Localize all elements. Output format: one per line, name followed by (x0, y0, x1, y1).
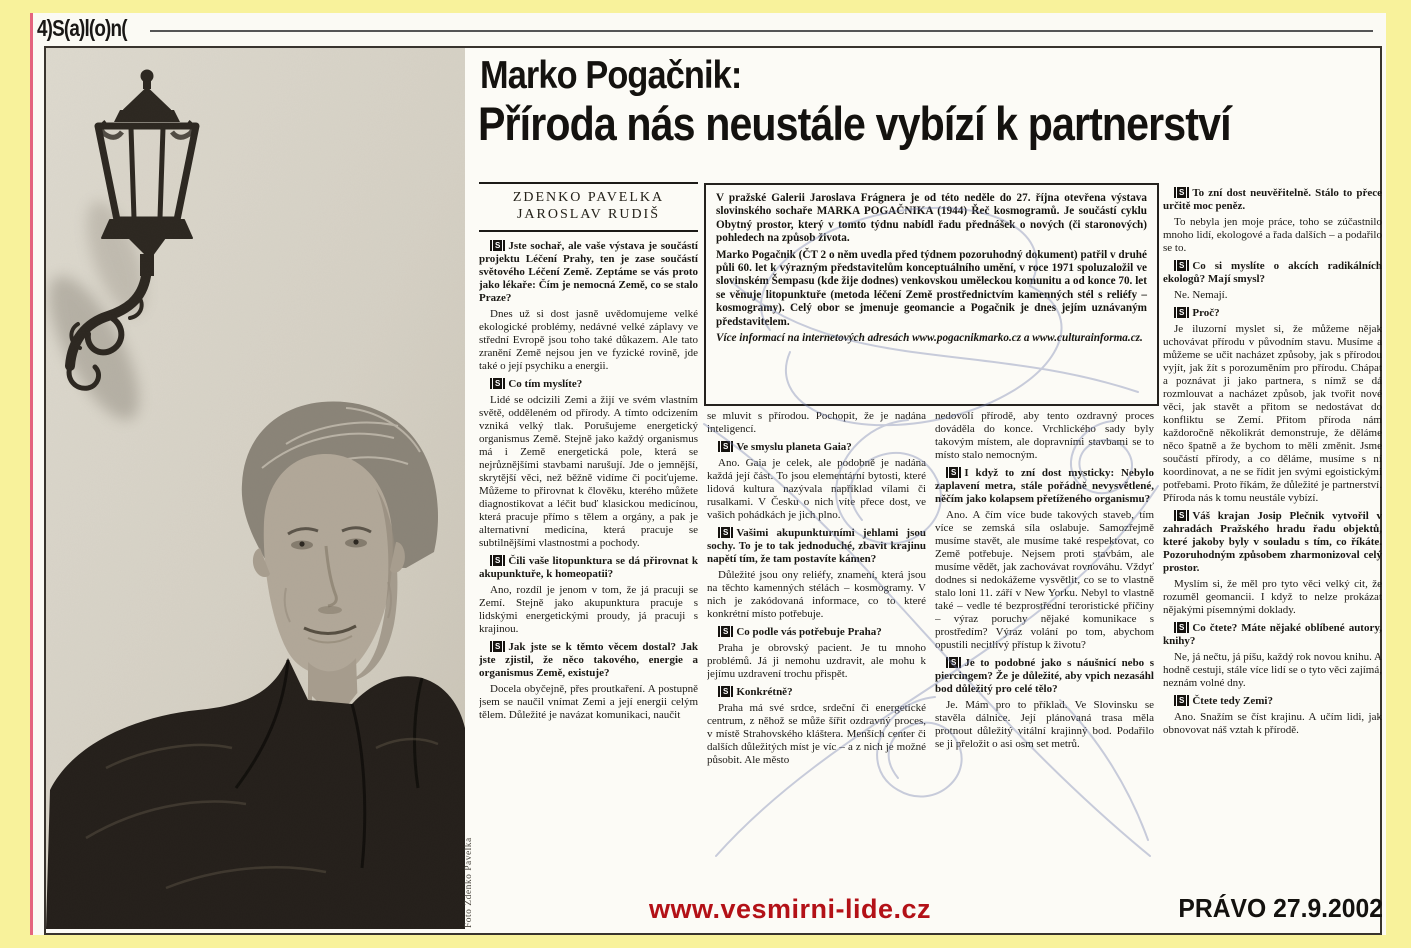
answer-paragraph: Docela obyčejně, přes proutkaření. A postupně jsem se naučil vnímat Zemi a její energii celým tělem. Důležité je navázat komunikaci, naučit (479, 683, 698, 721)
salon-question-icon: S (492, 240, 503, 251)
question-paragraph: S Je to podobné jako s náušnicí nebo s piercingem? Že je důležité, aby vpich nezasáhl bod důležitý pro celé tělo? (935, 657, 1154, 695)
question-paragraph: S I když to zní dost mysticky: Nebylo zaplavení metra, stále pořádně nevysvětlené, něčím jako kolapsem přetíženého organismu? (935, 467, 1154, 505)
question-paragraph: S Jste sochař, ale vaše výstava je součástí projektu Léčení Prahy, ten je zase součástí světového Léčení Země. Zeptáme se vás proto jako lékaře: Čím je nemocná Země, co se stalo Praze? (479, 240, 698, 304)
answer-paragraph: Důležité jsou ony reliéfy, znamení, která jsou na těchto kamenných stélách – kosmogramy. V nich je zakódovaná informace, co to které konkrétní místo potřebuje. (707, 569, 926, 620)
salon-question-icon: S (720, 626, 731, 637)
section-header-rule (150, 30, 1373, 32)
question-paragraph: S Čili vaše litopunktura se dá přirovnat k akupunktuře, k homeopatii? (479, 555, 698, 580)
salon-question-icon: S (948, 467, 959, 478)
salon-question-icon: S (1176, 260, 1187, 271)
question-paragraph: S Co si myslíte o akcích radikálních ekologů? Mají smysl? (1163, 260, 1382, 285)
salon-question-icon: S (720, 441, 731, 452)
byline-author-2: JAROSLAV RUDIŠ (516, 207, 660, 222)
answer-paragraph: Ano. Snažím se číst krajinu. A učím lidi, jak obnovovat náš vztah k přírodě. (1163, 711, 1382, 736)
answer-paragraph: Myslím si, že měl pro tyto věci velký cit, že rozuměl geomancii. I když to nelze prokázat nějakými písemnými doklady. (1163, 578, 1382, 616)
photo-credit: Foto Zdenko Pavelka (464, 837, 474, 928)
lede-paragraph: Marko Pogačnik (ČT 2 o něm uvedla před týdnem pozoruhodný dokument) patřil v druhé půli 60. let k výrazným představitelům konceptuálního umění, v roce 1971 spoluzaložil ve slovinském Šempasu (kde žije dodnes) venkovskou uměleckou komunitu a od konce 70. let se věnuje litopunktuře (metoda léčení Země prostřednictvím kamenných stél s reliéfy – kosmogramy). Celý obor se jmenuje geomancie a Pogačnik je dnes jejím uznávaným představitelem. (716, 248, 1147, 328)
footer-website-url: www.vesmirni-lide.cz (648, 894, 932, 924)
salon-question-icon: S (492, 555, 503, 566)
answer-paragraph: se mluvit s přírodou. Pochopit, že je nadána inteligencí. (707, 410, 926, 435)
headline-kicker: Marko Pogačnik: (480, 54, 742, 97)
question-paragraph: S Ve smyslu planeta Gaia? (707, 441, 926, 454)
answer-paragraph: nedovolí přírodě, aby tento ozdravný proces dováděla do konce. Vrchlického sady byly takovým místem, ale dopravními stavbami se to místo stalo nemocným. (935, 410, 1154, 461)
answer-paragraph: Praha je obrovský pacient. Je tu mnoho problémů. Já ji nemohu uzdravit, ale mohu k jejímu uzdravení trochu přispět. (707, 642, 926, 680)
question-paragraph: S Vašimi akupunkturními jehlami jsou sochy. To je to tak jednoduché, zbavit krajinu napětí tím, že tam postavíte kámen? (707, 527, 926, 565)
column-1-body (479, 240, 698, 722)
question-paragraph: S Váš krajan Josip Plečnik vytvořil v zahradách Pražského hradu řadu objektů, které jakoby byly v souladu s tím, co říkáte. Pozoruhodným způsobem zharmonizoval celý prostor. (1163, 510, 1382, 574)
salon-question-icon: S (1176, 187, 1187, 198)
text-column-2 (707, 410, 926, 930)
salon-question-icon: S (492, 378, 503, 389)
answer-paragraph: Ano, rozdíl je jenom v tom, že já pracuji se Zemí. Stejně jako akupunktura pracuje s lidskými energetickými proudy, já pracuji s krajinou. (479, 584, 698, 635)
scan-registration-line (30, 13, 33, 935)
text-column-3 (935, 410, 1154, 930)
question-paragraph: S Co čtete? Máte nějaké oblíbené autory, knihy? (1163, 622, 1382, 647)
answer-paragraph: Lidé se odcizili Zemi a žijí ve svém vlastním světě, odděleném od přírody. A tímto odcizením vzniká velký tlak. Porušujeme energetický organismus Země. Stejně jako každý organismus má i Země energetická pole, která se nejrůznějšími stavbami narušují. Jde o jemnější, skrytější věci, než běžně vidíme či pociťujeme. Můžeme to přirovnat k člověku, kterého můžete diagnostikovat a léčit buď klasickou medicínou, která pracuje přímo s tělem a orgány, a pak je alternativní medicína, která pracuje se subtilnějšími vlastnostmi a pochody. (479, 394, 698, 549)
byline-box (479, 182, 698, 232)
answer-paragraph: Je. Mám pro to příklad. Ve Slovinsku se stavěla dálnice. Její plánovaná trasa měla protnout důležitý vitální krajinný bod. Podařilo se ji přeložit o asi osm set metrů. (935, 699, 1154, 750)
lede-box (704, 183, 1159, 406)
question-paragraph: S Jak jste se k těmto věcem dostal? Jak jste zjistil, že něco takového, energie a organismus Země, existuje? (479, 641, 698, 679)
salon-question-icon: S (1176, 307, 1187, 318)
question-paragraph: S Co podle vás potřebuje Praha? (707, 626, 926, 639)
question-paragraph: S Konkrétně? (707, 686, 926, 699)
question-paragraph: S To zní dost neuvěřitelně. Stálo to přece určitě moc peněz. (1163, 187, 1382, 212)
answer-paragraph: Ano. A čím více bude takových staveb, tím více se zemská síla oslabuje. Samozřejmě musíme stavět, ale musíme také respektovat, co Země potřebuje. Nejsem proti stavbám, ale musíme vědět, jak zachovávat rovnováhu. Vždyť dodnes si nedokážeme vysvětlit, co se to vlastně stalo loni 11. září v New Yorku. Nebyl to vlastně také – vedle té bezprostřední teroristické příčiny – výraz poruchy nějaké komunikace s prostředím? Výraz volání po tom, abychom opustili necitlivý přístup k životu? (935, 509, 1154, 651)
section-label: 4)S(a)l(o)n( (37, 15, 127, 41)
salon-question-icon: S (720, 527, 731, 538)
salon-question-icon: S (948, 657, 959, 668)
answer-paragraph: Je iluzorní myslet si, že můžeme nějak uchovávat přírodu v původním stavu. Musíme a můžeme se učit nacházet způsoby, jak s přírodou vyjít, jak žít s porozuměním pro přírodu. Chápat a poznávat ji jako partnera, s nímž se dá rozmlouvat a nacházet způsob, jak tvořit nové věci, jak stavět a přitom se nedostávat do konfliktu se Zemí. Přitom příroda nám každoročně několikrát demonstruje, že děláme něco špatně a že bychom to měli změnit. Jsme součástí přírody, a co děláme, musíme s ní koordinovat, a ne se řídit jen svými egoistickými potřebami. Proto říkám, že důležité je partnerství. Příroda nás k tomu neustále vybízí. (1163, 323, 1382, 504)
salon-question-icon: S (1176, 510, 1187, 521)
answer-paragraph: Praha má své srdce, srdeční či energetické centrum, z něhož se může šířit ozdravný proces, v místě Strahovského kláštera. Menších center či dalších důležitých míst je víc – a z nich je možné působit. Ale město (707, 702, 926, 766)
salon-question-icon: S (1176, 695, 1187, 706)
question-paragraph: S Proč? (1163, 307, 1382, 320)
text-column-4 (1163, 182, 1382, 930)
byline-author-1: ZDENKO PAVELKA (512, 190, 665, 205)
lede-paragraph: V pražské Galerii Jaroslava Frágnera je od této neděle do 27. října otevřena výstava slovinského sochaře MARKA POGAČNIKA (1944) Řeč kosmogramů. Je součástí cyklu Obytný prostor, který v tomto týdnu nabídl řadu přednášek o nových (či staronových) pohledech na způsob života. (716, 192, 1147, 245)
headline-title: Příroda nás neustále vybízí k partnerství (478, 97, 1231, 150)
answer-paragraph: Ano. Gaia je celek, ale podobně je nadána každá její část. To jsou elementární bytosti, které lidová kultura nazývala například vílami či rusalkami. V Česku o nich víte přece dost, ve vašich pohádkách je jich plno. (707, 457, 926, 521)
salon-question-icon: S (720, 686, 731, 697)
question-paragraph: S Čtete tedy Zemi? (1163, 695, 1382, 708)
salon-question-icon: S (492, 641, 503, 652)
salon-question-icon: S (1176, 622, 1187, 633)
lede-paragraph-urls: Více informací na internetových adresách www.pogacnikmarko.cz a www.culturainforma.cz. (716, 332, 1143, 345)
answer-paragraph: To nebyla jen moje práce, toho se zúčastnilo mnoho lidí, ekologové a řada dalších – a podařilo se to. (1163, 216, 1382, 254)
portrait-photo (46, 48, 465, 929)
answer-paragraph: Dnes už si dost jasně uvědomujeme velké ekologické problémy, nedávné velké záplavy ve střední Evropě jsou toho také důkazem. Ale tato zranění Země nejsou jen ve fyzické rovině, jde také o její psychiku a energii. (479, 308, 698, 372)
photo-grain (46, 48, 465, 929)
text-column-1 (479, 182, 698, 930)
answer-paragraph: Ne, já nečtu, já píšu, každý rok novou knihu. A hodně cestuji, stále více lidí se o tyto věci zajímá, neznám volné dny. (1163, 651, 1382, 689)
source-credit: PRÁVO 27.9.2002 (1178, 893, 1383, 923)
question-paragraph: S Co tím myslíte? (479, 378, 698, 391)
answer-paragraph: Ne. Nemají. (1174, 289, 1228, 301)
